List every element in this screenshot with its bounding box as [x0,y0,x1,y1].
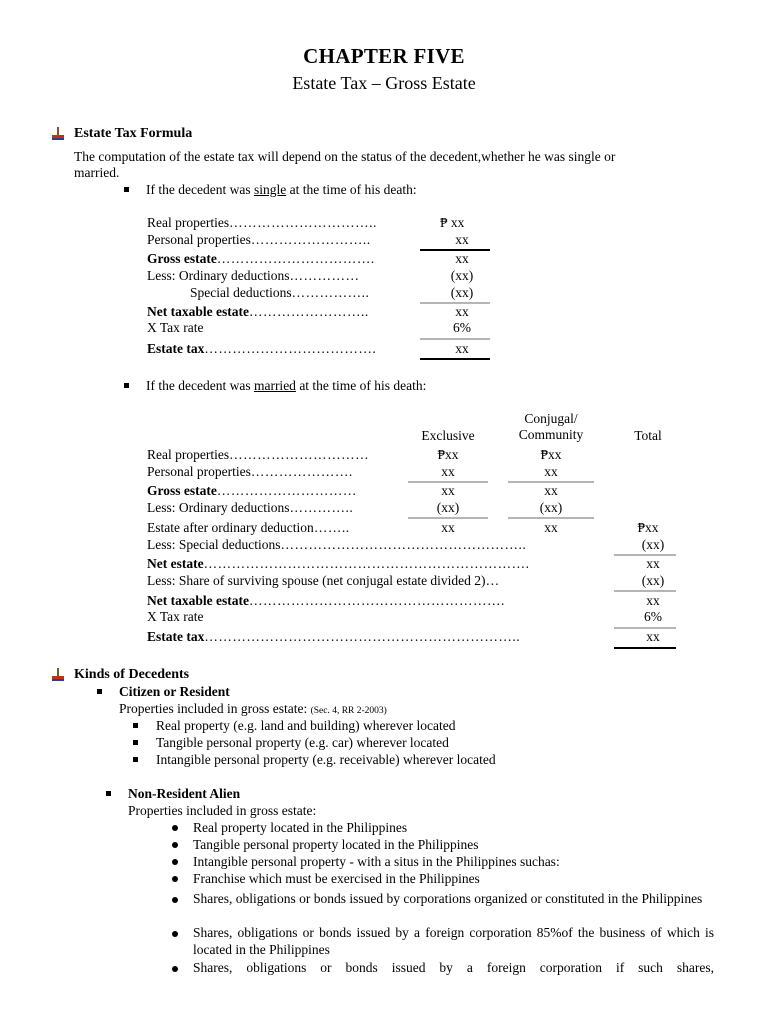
married-row-special: Less: Special deductions…………………………………………….. [147,537,527,552]
married-row-net-estate: Net estate……………………………………………………………. [147,556,530,571]
nonresident-item-7: Shares, obligations or bonds issued by a foreign corporation if such shares, [193,960,714,975]
total-special: (xx) [641,537,665,552]
total-rule-4 [614,647,676,649]
excl-rule-2 [408,517,488,519]
total-share: (xx) [641,573,665,588]
single-value-estate-tax: xx [455,341,469,356]
nonresident-item-6: Shares, obligations or bonds issued by a foreign corporation 85%of the business of which is located in the Philippines [193,925,714,957]
single-value-special: (xx) [450,285,474,300]
bullet-dot [172,931,178,937]
single-value-gross: xx [455,251,469,266]
header-community: Community [518,427,584,442]
single-value-tax-rate: 6% [453,320,471,335]
bullet-square [124,187,129,192]
single-row-ordinary: Less: Ordinary deductions…………… [147,268,360,283]
bullet-square [106,791,111,796]
married-row-tax-rate: X Tax rate [147,609,204,624]
excl-real: ₱xx [437,447,459,462]
total-net-estate: xx [646,556,660,571]
married-row-after-ordinary: Estate after ordinary deduction…….. [147,520,350,535]
conj-gross: xx [544,483,558,498]
header-conjugal: Conjugal/ [524,411,578,426]
single-row-net-taxable: Net taxable estate…………………….. [147,304,369,319]
bullet-dot [172,859,178,865]
conj-rule-2 [508,517,594,519]
conj-after: xx [544,520,558,535]
single-row-real: Real properties………………………….. [147,215,377,230]
married-case-label: If the decedent was married at the time of his death: [146,378,427,393]
nonresident-item-2: Tangible personal property located in the Philippines [193,837,479,852]
single-row-special: Special deductions…………….. [190,285,370,300]
bullet-dot [172,842,178,848]
citizen-props-label: Properties included in gross estate: (Sec. 4, RR 2-2003) [119,701,387,716]
excl-gross: xx [441,483,455,498]
married-row-real: Real properties………………………… [147,447,370,462]
bullet-dot [172,897,178,903]
single-row-tax-rate: X Tax rate [147,320,204,335]
total-tax-rate: 6% [644,609,662,624]
intro-line-1: The computation of the estate tax will depend on the status of the decedent,whether he was single or [74,149,616,164]
total-estate-tax: xx [646,629,660,644]
nonresident-item-3: Intangible personal property - with a situs in the Philippines suchas: [193,854,560,869]
married-row-share: Less: Share of surviving spouse (net conjugal estate divided 2)… [147,573,500,588]
header-total: Total [634,428,662,443]
single-row-gross: Gross estate……………………………. [147,251,375,266]
married-row-personal: Personal properties…………………. [147,464,353,479]
pin-marker-icon [51,127,65,141]
header-exclusive: Exclusive [421,428,475,443]
single-value-real: ₱ xx [440,215,465,230]
bullet-square [97,689,102,694]
bullet-dot [172,966,178,972]
single-value-net-taxable: xx [455,304,469,319]
nonresident-item-5: Shares, obligations or bonds issued by corporations organized or constituted in the Philippines [193,891,703,906]
single-value-personal: xx [455,232,469,247]
conj-personal: xx [544,464,558,479]
chapter-subtitle: Estate Tax – Gross Estate [292,73,476,93]
single-case-label: If the decedent was single at the time of his death: [146,182,417,197]
pin-marker-icon [51,668,65,682]
intro-line-2: married. [74,165,120,180]
bullet-square [133,740,138,745]
total-net-taxable: xx [646,593,660,608]
single-row-estate-tax: Estate tax………………………………. [147,341,377,356]
excl-ordinary: (xx) [436,500,460,515]
section-heading-formula: Estate Tax Formula [74,126,193,141]
total-rule-2 [614,590,676,592]
single-value-ordinary: (xx) [450,268,474,283]
citizen-item-1: Real property (e.g. land and building) wherever located [156,718,456,733]
bullet-square [133,723,138,728]
married-row-estate-tax: Estate tax………………………………………………………….. [147,629,521,644]
conj-ordinary: (xx) [539,500,563,515]
nonresident-title: Non-Resident Alien [128,786,241,801]
bullet-dot [172,825,178,831]
married-row-gross: Gross estate………………………… [147,483,357,498]
single-row-personal: Personal properties…………………….. [147,232,371,247]
excl-personal: xx [441,464,455,479]
citizen-item-2: Tangible personal property (e.g. car) wherever located [156,735,449,750]
conj-real: ₱xx [540,447,562,462]
citizen-item-3: Intangible personal property (e.g. receivable) wherever located [156,752,496,767]
total-after: ₱xx [637,520,659,535]
nonresident-item-1: Real property located in the Philippines [193,820,408,835]
nonresident-props-label: Properties included in gross estate: [128,803,317,818]
chapter-title: CHAPTER FIVE [303,44,465,68]
married-row-ordinary: Less: Ordinary deductions………….. [147,500,354,515]
section-heading-kinds: Kinds of Decedents [74,667,190,682]
single-rule-4 [420,358,490,360]
single-rule-3 [420,338,490,340]
bullet-dot [172,876,178,882]
excl-after: xx [441,520,455,535]
bullet-square [124,383,129,388]
married-row-net-taxable: Net taxable estate………………………………………………. [147,593,505,608]
nonresident-item-4: Franchise which must be exercised in the Philippines [193,871,480,886]
citizen-title: Citizen or Resident [119,684,230,699]
bullet-square [133,757,138,762]
